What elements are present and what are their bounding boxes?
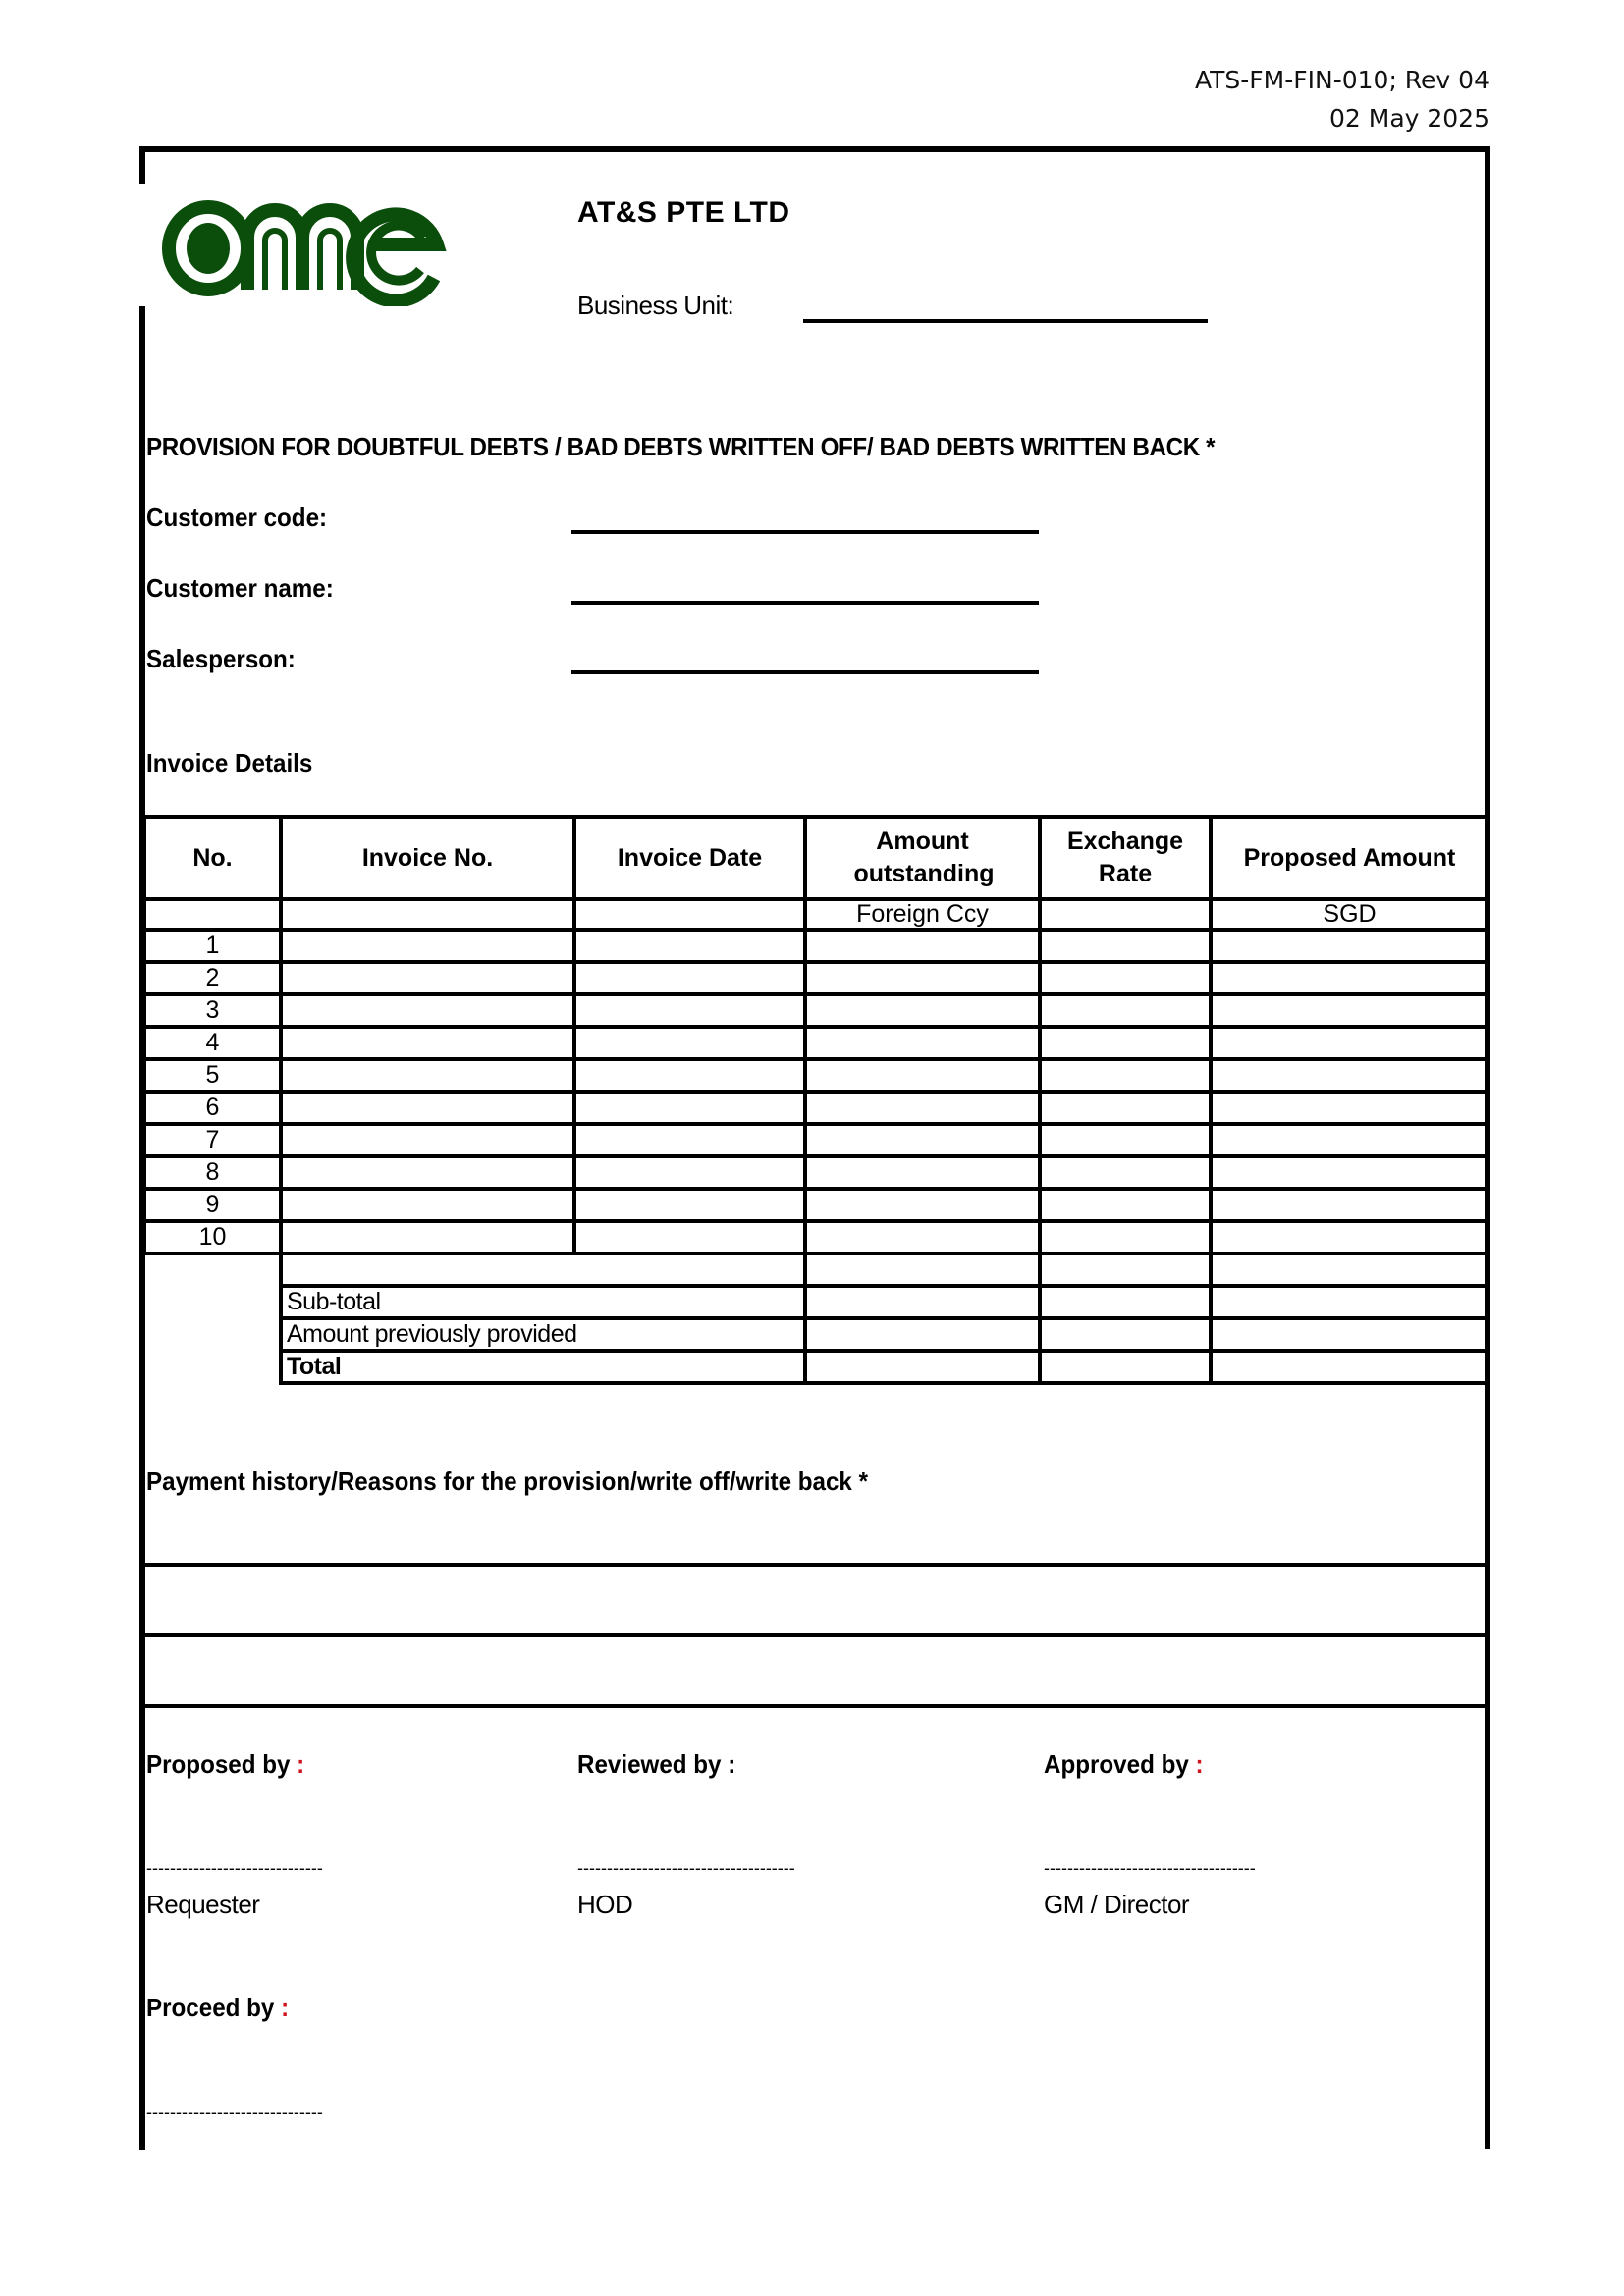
- summary-row-total: [144, 1351, 1489, 1383]
- proposed-amount-cell[interactable]: [1211, 1059, 1489, 1092]
- approved-by-label: Approved by: [1044, 1749, 1196, 1779]
- subtotal-exchange-rate[interactable]: [1040, 1286, 1211, 1318]
- invoice-no-cell[interactable]: [281, 1027, 574, 1059]
- approved-by-heading: [1044, 1749, 1204, 1780]
- amount-outstanding-text: Amount outstanding: [853, 828, 995, 887]
- previously-provided-proposed-amount[interactable]: [1211, 1318, 1489, 1351]
- exchange-rate-cell[interactable]: [1040, 1221, 1211, 1254]
- invoice-no-cell[interactable]: [281, 1059, 574, 1092]
- proceed-by-label: Proceed by: [146, 1993, 282, 2022]
- invoice-date-cell[interactable]: [574, 1221, 805, 1254]
- currency-cell: [1040, 899, 1211, 930]
- proposed-amount-cell[interactable]: [1211, 1027, 1489, 1059]
- salesperson-label: Salesperson:: [146, 644, 296, 673]
- exchange-rate-cell[interactable]: [1040, 994, 1211, 1027]
- proposed-by-label: Proposed by: [146, 1749, 298, 1779]
- subtotal-label: Sub-total: [281, 1286, 805, 1318]
- proposed-amount-cell[interactable]: [1211, 930, 1489, 962]
- total-proposed-amount[interactable]: [1211, 1351, 1489, 1383]
- customer-code-label: Customer code:: [146, 503, 328, 532]
- exchange-rate-cell[interactable]: [1040, 1059, 1211, 1092]
- subtotal-proposed-amount[interactable]: [1211, 1286, 1489, 1318]
- exchange-rate-cell[interactable]: [1040, 930, 1211, 962]
- table-row: [144, 930, 1489, 962]
- salesperson-field[interactable]: [571, 670, 1039, 674]
- column-header-amount-outstanding: [805, 817, 1040, 899]
- reasons-line-2[interactable]: [142, 1633, 1488, 1637]
- row-number: 8: [144, 1156, 281, 1189]
- document-date: 02 May 2025: [1328, 104, 1489, 133]
- invoice-date-cell[interactable]: [574, 994, 805, 1027]
- gm-director-role: GM / Director: [1044, 1890, 1190, 1919]
- ame-logo-icon: [157, 184, 452, 306]
- previously-provided-exchange-rate[interactable]: [1040, 1318, 1211, 1351]
- invoice-date-cell[interactable]: [574, 930, 805, 962]
- frame-left-border-top: [139, 146, 145, 184]
- currency-cell: [144, 899, 281, 930]
- total-exchange-rate[interactable]: [1040, 1351, 1211, 1383]
- invoice-date-cell[interactable]: [574, 1156, 805, 1189]
- reviewed-by-colon: :: [728, 1749, 736, 1779]
- hod-signature-line[interactable]: -------------------------------------: [577, 1858, 795, 1878]
- table-row: [144, 1156, 1489, 1189]
- proposed-amount-cell[interactable]: [1211, 1092, 1489, 1124]
- requester-signature-line[interactable]: ------------------------------: [146, 1858, 323, 1878]
- proposed-amount-cell[interactable]: [1211, 1189, 1489, 1221]
- invoice-date-cell[interactable]: [574, 1059, 805, 1092]
- amount-outstanding-cell[interactable]: [805, 1189, 1040, 1221]
- reasons-line-3[interactable]: [142, 1704, 1488, 1708]
- proceed-by-colon: :: [281, 1993, 290, 2022]
- amount-outstanding-cell[interactable]: [805, 1221, 1040, 1254]
- document-reference: [1195, 61, 1489, 137]
- row-number: 7: [144, 1124, 281, 1156]
- proceed-by-signature-line[interactable]: ------------------------------: [146, 2103, 323, 2122]
- row-number: 2: [144, 962, 281, 994]
- row-number: 5: [144, 1059, 281, 1092]
- table-row: [144, 962, 1489, 994]
- gm-director-signature-line[interactable]: ------------------------------------: [1044, 1858, 1256, 1878]
- reasons-heading: Payment history/Reasons for the provision/write off/write back *: [146, 1467, 868, 1496]
- customer-code-field[interactable]: [571, 530, 1039, 534]
- company-name: AT&S PTE LTD: [577, 196, 790, 229]
- row-number: 1: [144, 930, 281, 962]
- column-header-invoice-date: Invoice Date: [574, 817, 805, 899]
- amount-outstanding-cell[interactable]: [805, 1092, 1040, 1124]
- table-row: [144, 1027, 1489, 1059]
- table-row: [144, 1092, 1489, 1124]
- invoice-no-cell[interactable]: [281, 1092, 574, 1124]
- summary-row-subtotal: [144, 1286, 1489, 1318]
- approved-by-colon: :: [1195, 1749, 1204, 1779]
- table-row: [144, 1221, 1489, 1254]
- table-row: [144, 1189, 1489, 1221]
- invoice-no-cell[interactable]: [281, 930, 574, 962]
- invoice-no-cell[interactable]: [281, 1156, 574, 1189]
- customer-name-label: Customer name:: [146, 573, 334, 603]
- currency-foreign-ccy: Foreign Ccy: [805, 899, 1040, 930]
- row-number: 9: [144, 1189, 281, 1221]
- summary-row-previously-provided: [144, 1318, 1489, 1351]
- table-row: [144, 994, 1489, 1027]
- proposed-amount-cell[interactable]: [1211, 1156, 1489, 1189]
- exchange-rate-cell[interactable]: [1040, 1156, 1211, 1189]
- summary-exchange-rate[interactable]: [1040, 1254, 1211, 1286]
- row-number: 10: [144, 1221, 281, 1254]
- column-header-invoice-no: Invoice No.: [281, 817, 574, 899]
- subtotal-amount-outstanding[interactable]: [805, 1286, 1040, 1318]
- document-code: ATS-FM-FIN-010; Rev 04: [1194, 66, 1489, 94]
- invoice-table: [142, 815, 1490, 1385]
- invoice-date-cell[interactable]: [574, 1189, 805, 1221]
- exchange-rate-cell[interactable]: [1040, 1189, 1211, 1221]
- invoice-no-cell[interactable]: [281, 994, 574, 1027]
- invoice-no-cell[interactable]: [281, 1124, 574, 1156]
- invoice-date-cell[interactable]: [574, 1092, 805, 1124]
- reasons-line-1[interactable]: [142, 1563, 1488, 1567]
- table-row: [144, 1059, 1489, 1092]
- amount-outstanding-cell[interactable]: [805, 930, 1040, 962]
- previously-provided-amount-outstanding[interactable]: [805, 1318, 1040, 1351]
- currency-cell: [574, 899, 805, 930]
- invoice-no-cell[interactable]: [281, 1221, 574, 1254]
- row-number: 3: [144, 994, 281, 1027]
- proposed-by-colon: :: [297, 1749, 305, 1779]
- amount-outstanding-cell[interactable]: [805, 1059, 1040, 1092]
- column-header-no: No.: [144, 817, 281, 899]
- proceed-by-heading: [146, 1993, 289, 2023]
- proposed-amount-cell[interactable]: [1211, 994, 1489, 1027]
- business-unit-field[interactable]: [803, 319, 1208, 323]
- reviewed-by-heading: [577, 1749, 735, 1780]
- currency-cell: [281, 899, 574, 930]
- summary-label: [281, 1254, 805, 1286]
- exchange-rate-text: Exchange Rate: [1066, 828, 1184, 887]
- summary-spacer: [144, 1318, 281, 1351]
- total-amount-outstanding[interactable]: [805, 1351, 1040, 1383]
- summary-spacer: [144, 1351, 281, 1383]
- customer-name-field[interactable]: [571, 601, 1039, 605]
- hod-role: HOD: [577, 1890, 633, 1919]
- exchange-rate-cell[interactable]: [1040, 962, 1211, 994]
- company-logo: [157, 184, 452, 306]
- invoice-no-cell[interactable]: [281, 962, 574, 994]
- summary-amount-outstanding[interactable]: [805, 1254, 1040, 1286]
- summary-row-blank: [144, 1254, 1489, 1286]
- exchange-rate-cell[interactable]: [1040, 1027, 1211, 1059]
- row-number: 4: [144, 1027, 281, 1059]
- proposed-amount-cell[interactable]: [1211, 962, 1489, 994]
- amount-outstanding-cell[interactable]: [805, 962, 1040, 994]
- summary-spacer: [144, 1254, 281, 1286]
- column-header-proposed-amount: Proposed Amount: [1211, 817, 1489, 899]
- amount-outstanding-cell[interactable]: [805, 1156, 1040, 1189]
- row-number: 6: [144, 1092, 281, 1124]
- total-label: Total: [281, 1351, 805, 1383]
- invoice-date-cell[interactable]: [574, 962, 805, 994]
- invoice-no-cell[interactable]: [281, 1189, 574, 1221]
- amount-outstanding-cell[interactable]: [805, 1124, 1040, 1156]
- summary-proposed-amount[interactable]: [1211, 1254, 1489, 1286]
- currency-sgd: SGD: [1211, 899, 1489, 930]
- amount-outstanding-cell[interactable]: [805, 994, 1040, 1027]
- proposed-amount-cell[interactable]: [1211, 1221, 1489, 1254]
- exchange-rate-cell[interactable]: [1040, 1124, 1211, 1156]
- reviewed-by-label: Reviewed by: [577, 1749, 729, 1779]
- previously-provided-label: Amount previously provided: [281, 1318, 805, 1351]
- invoice-date-cell[interactable]: [574, 1027, 805, 1059]
- currency-row: [144, 899, 1489, 930]
- requester-role: Requester: [146, 1890, 260, 1919]
- summary-spacer: [144, 1286, 281, 1318]
- column-header-exchange-rate: [1040, 817, 1211, 899]
- invoice-details-heading: Invoice Details: [146, 748, 313, 777]
- proposed-amount-cell[interactable]: [1211, 1124, 1489, 1156]
- invoice-date-cell[interactable]: [574, 1124, 805, 1156]
- business-unit-label: Business Unit:: [577, 291, 734, 320]
- form-title: PROVISION FOR DOUBTFUL DEBTS / BAD DEBTS WRITTEN OFF/ BAD DEBTS WRITTEN BACK *: [146, 432, 1216, 461]
- table-header-row: [144, 817, 1489, 899]
- proposed-by-heading: [146, 1749, 304, 1780]
- amount-outstanding-cell[interactable]: [805, 1027, 1040, 1059]
- table-row: [144, 1124, 1489, 1156]
- exchange-rate-cell[interactable]: [1040, 1092, 1211, 1124]
